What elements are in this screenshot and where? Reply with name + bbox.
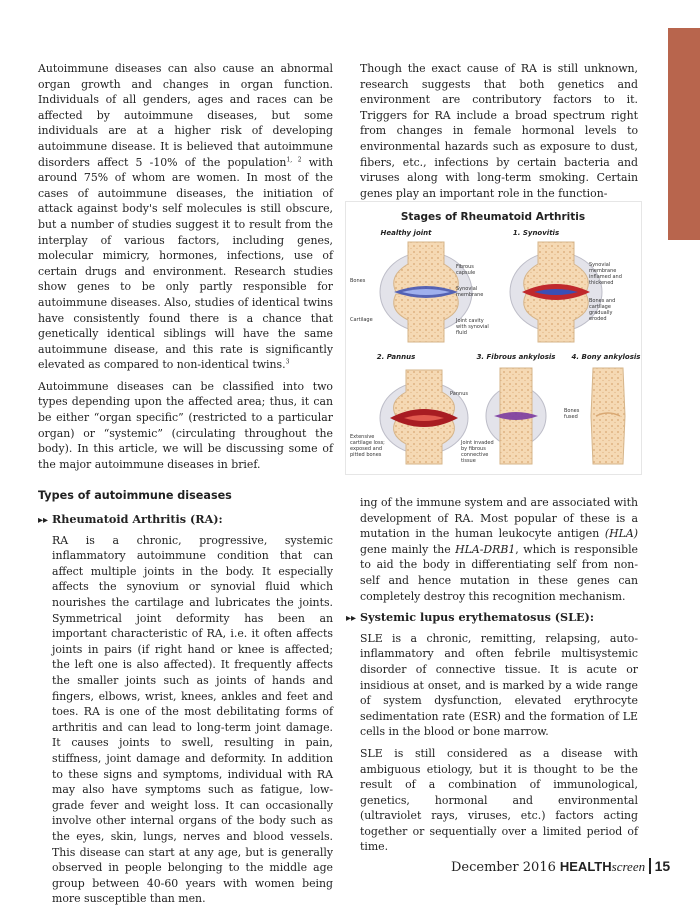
footer-divider xyxy=(649,858,651,874)
ra-paragraph: RA is a chronic, progressive, systemic inflammatory autoimmune condition that can affect multiple joints in the body. It especially affects the synovium or synovial fluid which nourishes the cartilage and lubricates the joints. Symmetrical joint deformity has been an important characteristic of RA, i.e. it often affects joints in pairs (if right hand or knee is affected; the left one is also affected). It frequently affects the smaller joints such as joints of hands and fingers, elbows, wrist, knees, ankles and feet and toes. RA is one of the most debilitating forms of arthritis and can lead to long-term joint damage. It causes joints to swell, resulting in pain, stiffness, joint damage and deformity. In addition to these signs and symptoms, individual with RA may also have symptoms such as fatigue, low-grade fever and weight loss. It can occasionally involve other internal organs of the body such as the eyes, skin, lungs, nerves and blood vessels. This disease can start at any age, but is generally observed in people belonging to the middle age group between 40-60 years with women being more susceptible than men. xyxy=(52,533,333,906)
citation-1-2: 1, 2 xyxy=(286,155,302,163)
label-bones-fused: Bones fused xyxy=(564,408,580,420)
sle-heading: ▸▸ Systemic lupus erythematosus (SLE): xyxy=(346,610,638,627)
left-column xyxy=(38,61,333,907)
ra-cause-paragraph: Though the exact cause of RA is still unknown, research suggests that both genetics and environment are contributory factors to it. Triggers for RA include a broad spectrum right from changes in female hormonal levels to environmental hazards such as exposure to dust, fibers, etc., infections by certain bacteria and viruses along with long-term smoking. Certain genes play an important role in the function- xyxy=(360,62,638,200)
fibrous-ankylosis-joint-drawing xyxy=(486,368,546,464)
types-heading: Types of autoimmune diseases xyxy=(38,489,232,503)
sle-paragraph-1: SLE is a chronic, remitting, relapsing, auto-inflammatory and often febrile multisystemic disorder of connective tissue. It is acute or insidious at onset, and is marked by a wide range of system dysfunction, elevated erythrocyte sedimentation rate (ESR) and the formation of LE cells in the blood or bone marrow. xyxy=(360,631,638,739)
page-number: 15 xyxy=(654,858,671,874)
right-column-bottom xyxy=(346,495,638,861)
stage-healthy-label: Healthy joint xyxy=(380,229,432,237)
ra-stages-figure xyxy=(345,201,642,475)
stage-fibrous-ankylosis-label: 3. Fibrous ankylosis xyxy=(476,353,556,361)
stage-synovitis-label: 1. Synovitis xyxy=(512,229,560,237)
label-bones: Bones xyxy=(350,278,366,284)
label-joint-invaded: Joint invaded by fibrous connective tissue xyxy=(461,440,494,464)
right-column-top xyxy=(360,61,638,207)
ra-stages-illustration xyxy=(346,202,641,474)
citation-3: 3 xyxy=(285,358,290,366)
label-fibrous-capsule: Fibrous capsule xyxy=(456,264,476,276)
sle-paragraph-2: SLE is still considered as a disease with ambiguous etiology, but it is thought to be the result of a combination of immunological, genetics, hormonal and environmental (ultraviolet rays, viruses, etc.) factors acting together or sequentially over a limited period of time. xyxy=(360,746,638,854)
page-footer xyxy=(451,858,671,878)
classification-paragraph: Autoimmune diseases can be classified into two types depending upon the affected area; thus, it can be either “organ specific” (restricted to a particular organ) or “systemic” (circulating throughout the body). In this article, we will be discussing some of the major autoimmune diseases in brief. xyxy=(38,379,333,471)
cover-story-tab xyxy=(652,28,700,240)
label-cartilage: Cartilage xyxy=(350,317,373,323)
double-arrow-icon: ▸▸ xyxy=(38,515,49,527)
cover-story-label: COVER STORY xyxy=(652,84,668,197)
intro-paragraph: Autoimmune diseases can also cause an abnormal organ growth and changes in organ function. Individuals of all genders, ages and races can be affected by autoimmune diseases, but some individuals are at a higher risk of developing autoimmune disease. It is believed that autoimmune disorders affect 5 -10% of the population$^{1, 2}$ with around 75% of whom are women. In most of the cases of autoimmune diseases, the initiation of attack against body's self molecules is still obscure, but a number of studies suggest it to result from the interplay of various factors, including genes, molecular mimicry, hormones, infections, use of certain drugs and environment. Research studies show genes to be only partly responsible for autoimmune diseases. Also, studies of identical twins have consistently found there is a chance that genetically identical siblings will have the same autoimmune disease, and this rate is significantly elevated as compared to non-identical twins.$^3$ xyxy=(38,62,333,372)
stage-bony-ankylosis-label: 4. Bony ankylosis xyxy=(571,353,641,361)
ra-heading: ▸▸ Rheumatoid Arthritis (RA): xyxy=(38,512,333,529)
label-synovial-inflamed: Synovial membrane inflamed and thickened xyxy=(589,262,622,286)
label-joint-cavity: Joint cavity with synovial fluid xyxy=(456,318,489,336)
label-pannus: Pannus xyxy=(450,391,468,397)
synovitis-joint-drawing xyxy=(510,242,602,342)
pannus-joint-drawing xyxy=(380,370,468,464)
label-synovial-membrane: Synovial membrane xyxy=(456,286,484,298)
double-arrow-icon: ▸▸ xyxy=(346,613,357,625)
issue-date: December 2016 xyxy=(451,860,556,875)
label-bones-cartilage-eroded: Bones and cartilage gradually eroded xyxy=(589,298,616,322)
magazine-brand: HEALTHscreen xyxy=(559,859,646,874)
hla-paragraph: ing of the immune system and are associated with development of RA. Most popular of these is a mutation in the human leukocyte antigen (HLA) gene mainly the HLA-DRB1, which is responsible to aid the body in differentiating self from non-self and hence mutation in these genes can completely destroy this recognition mechanism. xyxy=(360,496,638,603)
stage-pannus-label: 2. Pannus xyxy=(376,353,416,361)
figure-title: Stages of Rheumatoid Arthritis xyxy=(400,211,586,223)
label-extensive-cartilage-loss: Extensive cartilage loss; exposed and pitted bones xyxy=(350,434,385,458)
bony-ankylosis-joint-drawing xyxy=(591,368,625,464)
